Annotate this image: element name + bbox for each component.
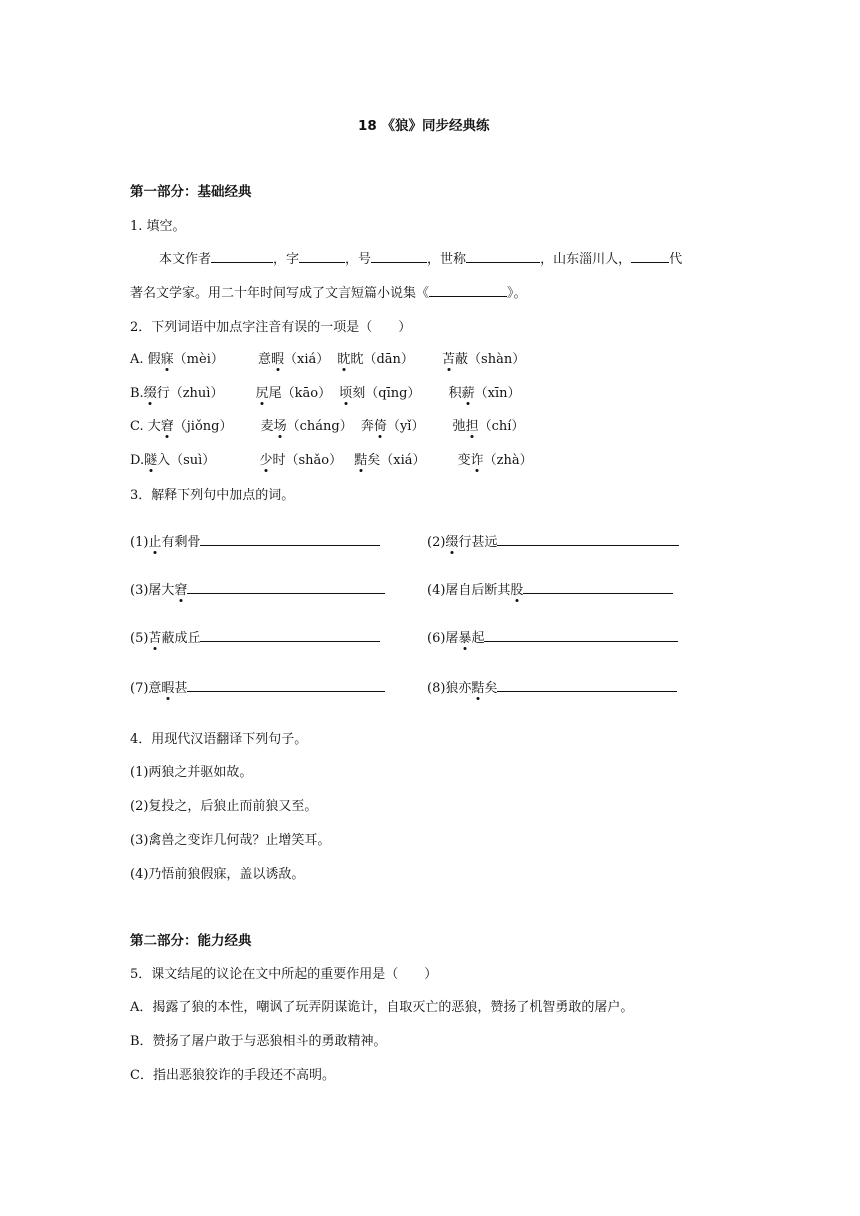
answer-blank[interactable]: [466, 248, 540, 263]
answer-blank[interactable]: [523, 579, 673, 594]
q1-text: ，号: [345, 252, 372, 267]
answer-blank[interactable]: [200, 531, 380, 546]
answer-blank[interactable]: [299, 248, 345, 263]
q1-text: ，山东淄川人，: [540, 252, 632, 267]
q3-item-8: (8)狼亦黠矣: [427, 677, 677, 696]
question-1-line-1: [159, 248, 682, 267]
q1-text: 代: [669, 252, 683, 267]
answer-blank[interactable]: [211, 248, 273, 263]
question-2-label: 2．下列词语中加点字注音有误的一项是（ ）: [130, 320, 412, 335]
q1-text: 著名文学家。用二十年时间写成了文言短篇小说集《: [130, 286, 430, 301]
q3-item-4: (4)屠自后断其股: [427, 579, 673, 598]
question-1-label: 1. 填空。: [130, 219, 186, 234]
q5-option-a[interactable]: A．揭露了狼的本性，嘲讽了玩弄阴谋诡计，自取灭亡的恶狼，赞扬了机智勇敢的屠户。: [130, 1000, 634, 1015]
q3-item-1: (1)止有剩骨: [130, 531, 380, 550]
answer-blank[interactable]: [371, 248, 427, 263]
answer-blank[interactable]: [497, 531, 679, 546]
option-b[interactable]: B.缀行（zhuì） 尻尾（kāo） 顷刻（qīng） 积薪（xīn）: [130, 382, 520, 401]
section-heading-ability: 第二部分：能力经典: [130, 933, 252, 949]
question-3-label: 3．解释下列句中加点的词。: [130, 488, 295, 503]
question-1-line-2: [130, 282, 527, 301]
answer-blank[interactable]: [187, 579, 385, 594]
q3-item-2: (2)缀行甚远: [427, 531, 679, 550]
answer-blank[interactable]: [200, 627, 380, 642]
answer-blank[interactable]: [631, 248, 669, 263]
q1-text: 本文作者: [159, 252, 212, 267]
answer-blank[interactable]: [497, 677, 677, 692]
page-title: 18 《狼》同步经典练: [358, 118, 490, 134]
answer-blank[interactable]: [429, 282, 507, 297]
question-4-label: 4．用现代汉语翻译下列句子。: [130, 732, 308, 747]
q4-item-3: (3)禽兽之变诈几何哉？止增笑耳。: [130, 833, 331, 848]
q4-item-1: (1)两狼之并驱如故。: [130, 765, 253, 780]
q3-item-6: (6)屠暴起: [427, 627, 678, 646]
q1-text: ，字: [273, 252, 300, 267]
q1-text: ，世称: [427, 252, 467, 267]
q3-item-7: (7)意暇甚: [130, 677, 385, 696]
answer-blank[interactable]: [484, 627, 678, 642]
question-5-label: 5．课文结尾的议论在文中所起的重要作用是（ ）: [130, 967, 438, 982]
q4-item-2: (2)复投之，后狼止而前狼又至。: [130, 799, 318, 814]
q3-item-3: (3)屠大窘: [130, 579, 385, 598]
q3-item-5: (5)苫蔽成丘: [130, 627, 380, 646]
option-d[interactable]: D.隧入（suì） 少时（shǎo） 黠矣（xiá） 变诈（zhà）: [130, 449, 533, 468]
q4-item-4: (4)乃悟前狼假寐，盖以诱敌。: [130, 867, 305, 882]
section-heading-basic: 第一部分：基础经典: [130, 184, 252, 200]
option-a[interactable]: A. 假寐（mèi） 意暇（xiá） 眈眈（dān） 苫蔽（shàn）: [130, 348, 525, 367]
answer-blank[interactable]: [187, 677, 385, 692]
q5-option-c[interactable]: C．指出恶狼狡诈的手段还不高明。: [130, 1068, 335, 1083]
q5-option-b[interactable]: B．赞扬了屠户敢于与恶狼相斗的勇敢精神。: [130, 1034, 387, 1049]
option-c[interactable]: C. 大窘（jiǒng） 麦场（cháng） 奔倚（yǐ） 弛担（chí）: [130, 415, 524, 434]
q1-text: 》。: [507, 286, 527, 301]
